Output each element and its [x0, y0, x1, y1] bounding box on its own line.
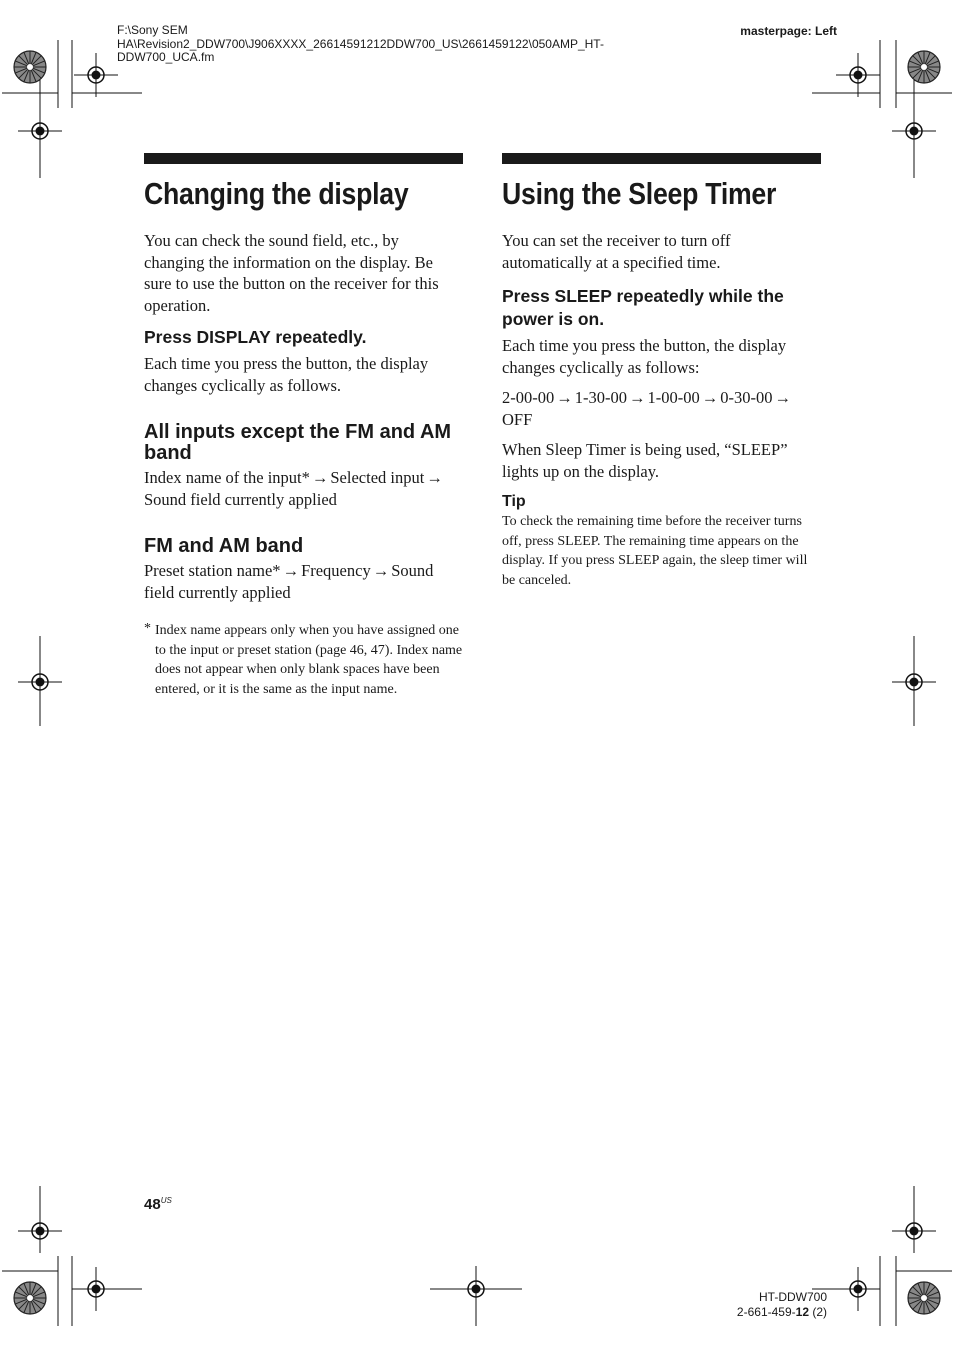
title-rule	[502, 153, 821, 164]
section-title: Changing the display	[144, 176, 409, 211]
step-text: Each time you press the button, the display changes cyclically as follows:	[502, 336, 787, 377]
arrow-right-icon: →	[629, 388, 646, 407]
sequence-fm-am	[144, 560, 463, 603]
sleep-note: When Sleep Timer is being used, “SLEEP” lights up on the display.	[502, 440, 788, 481]
section-title: Using the Sleep Timer	[502, 176, 777, 211]
intro-text: You can check the sound field, etc., by changing the information on the display. Be sure to use the button on the receiver for this operation.	[144, 231, 439, 315]
arrow-right-icon: →	[426, 468, 443, 487]
step-heading: Press SLEEP repeatedly while the power is on.	[502, 286, 784, 329]
seq-item: Frequency	[301, 561, 371, 580]
arrow-right-icon: →	[282, 561, 300, 580]
seq-item: 2-00-00	[502, 388, 555, 407]
footnote-text: Index name appears only when you have assigned one to the input or preset station (page 46, 47). Index name does not appear when only blank spaces have been entered, or it is the same as the input name.	[155, 623, 463, 697]
arrow-right-icon: →	[372, 561, 390, 580]
part-number	[700, 1305, 827, 1320]
footnote	[144, 621, 463, 699]
seq-item: 0-30-00	[720, 388, 773, 407]
seq-item: 1-00-00	[647, 388, 700, 407]
page-number-value: 48	[144, 1196, 161, 1213]
part-revision: 12	[795, 1305, 809, 1319]
part-prefix: 2-661-459-	[736, 1305, 796, 1319]
step-text: Each time you press the button, the display changes cyclically as follows.	[144, 354, 429, 395]
title-rule	[144, 153, 463, 164]
seq-item: OFF	[502, 409, 533, 429]
seq-item: Selected input	[330, 468, 425, 487]
page-number	[144, 1196, 172, 1213]
seq-item: Preset station name*	[144, 561, 281, 580]
subheading-fm-am: FM and AM band	[144, 535, 304, 557]
changing-display-section	[144, 153, 463, 699]
seq-item: Sound field currently applied	[144, 489, 337, 509]
intro-text: You can set the receiver to turn off automatically at a specified time.	[502, 231, 731, 272]
seq-item: Sound field currently applied	[144, 561, 434, 602]
arrow-right-icon: →	[556, 388, 573, 407]
sequence-all-inputs	[144, 467, 463, 510]
seq-item: Index name of the input*	[144, 468, 310, 487]
sleep-timer-section	[502, 153, 821, 590]
sleep-sequence	[502, 387, 821, 430]
tip-heading: Tip	[502, 493, 526, 510]
seq-item: 1-30-00	[574, 388, 627, 407]
page-number-suffix: US	[160, 1196, 172, 1205]
masterpage-label: masterpage: Left	[740, 24, 837, 38]
footer-model-info	[700, 1290, 827, 1320]
tip-text: To check the remaining time before the receiver turns off, press SLEEP. The remaining time appears on the display. If you press SLEEP again, the sleep timer will be canceled.	[502, 514, 808, 588]
arrow-right-icon: →	[311, 468, 329, 487]
file-path-header: F:\Sony SEM HA\Revision2_DDW700\J906XXXX_26614591212DDW700_US\2661459122\050AMP_HT-DDW700_UCA.fm	[117, 23, 604, 64]
arrow-right-icon: →	[701, 388, 719, 407]
subheading-all-inputs: All inputs except the FM and AM band	[144, 421, 452, 464]
footnote-mark: *	[144, 621, 151, 636]
step-heading: Press DISPLAY repeatedly.	[144, 327, 367, 347]
arrow-right-icon: →	[774, 388, 791, 407]
model-name: HT-DDW700	[758, 1290, 827, 1304]
part-suffix: (2)	[809, 1305, 827, 1319]
